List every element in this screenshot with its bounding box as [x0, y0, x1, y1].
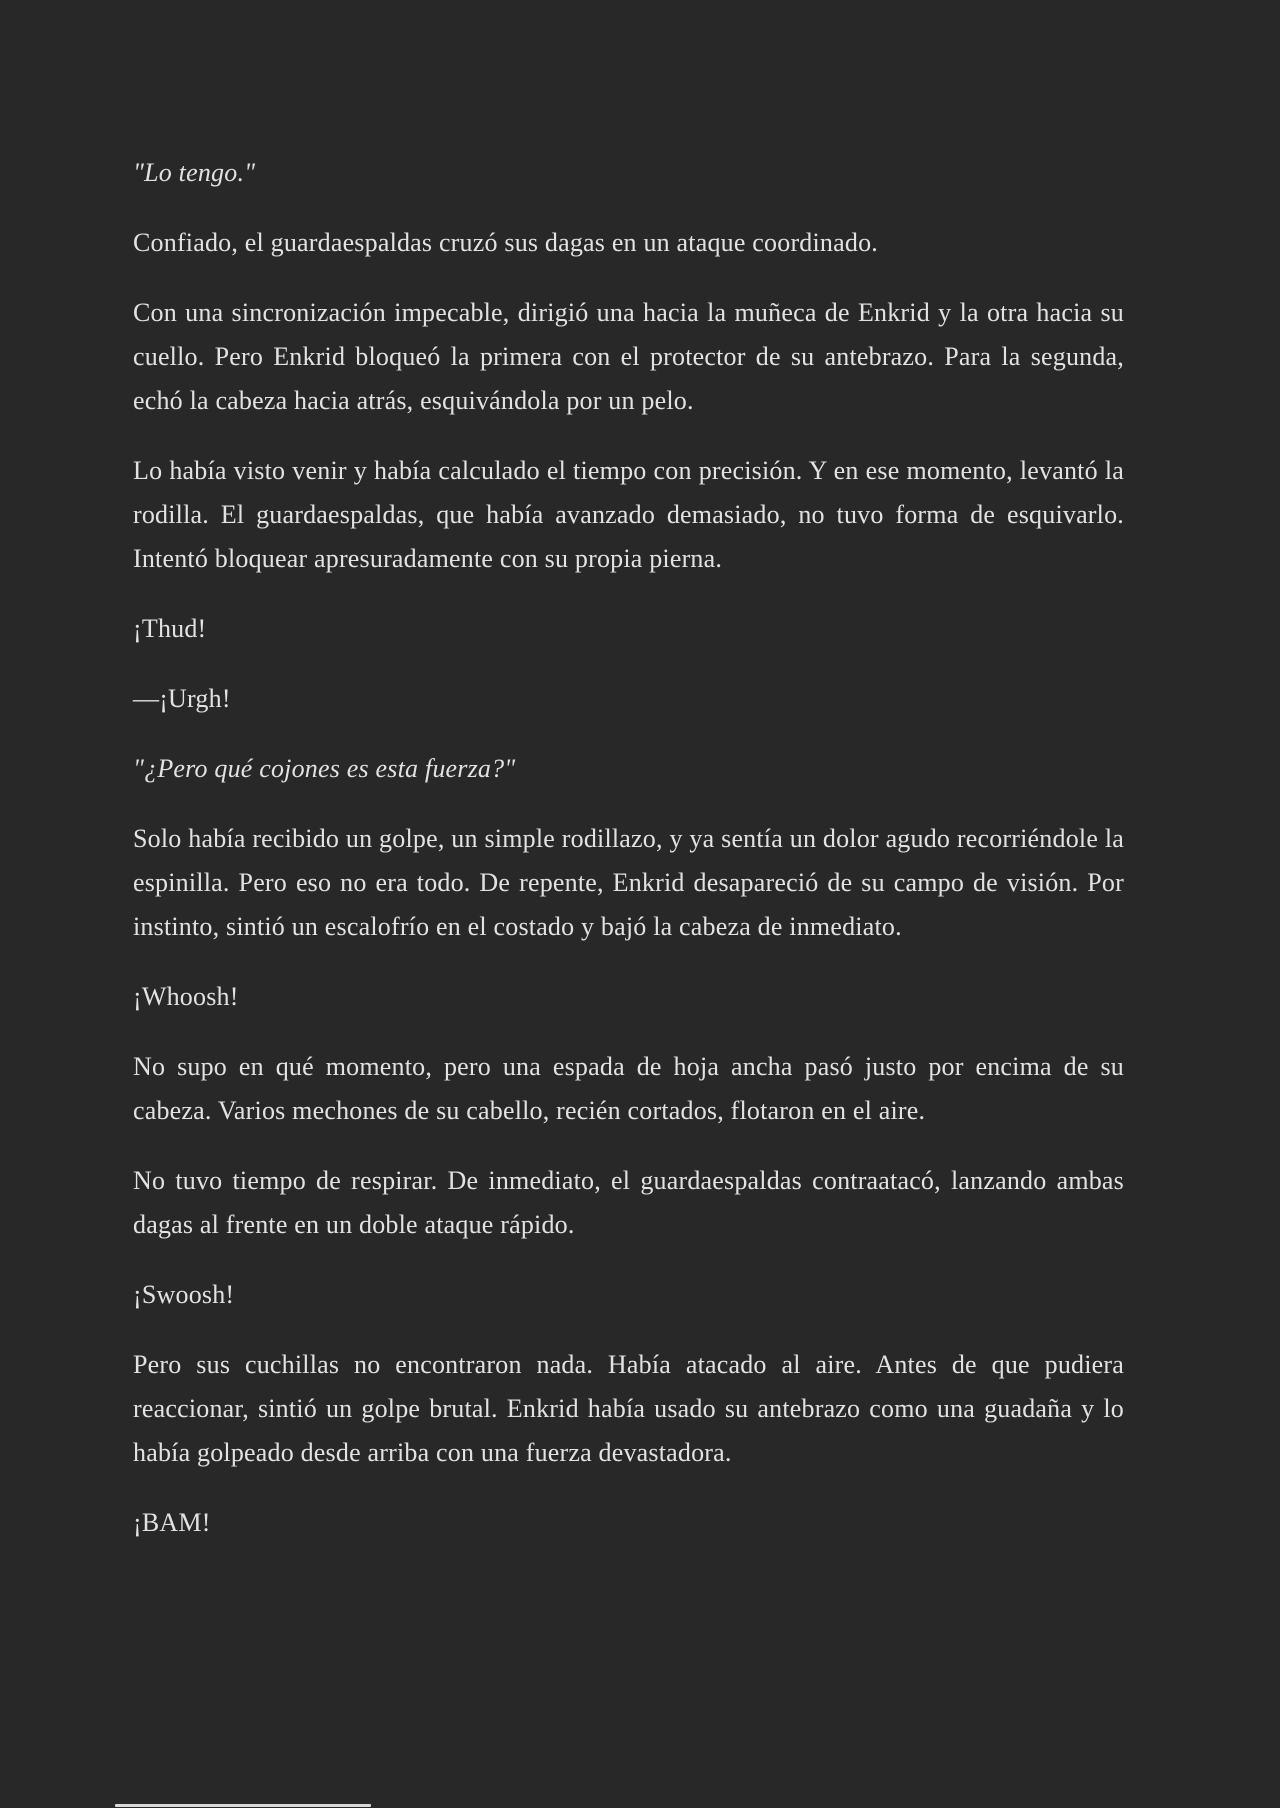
- paragraph: —¡Urgh!: [133, 684, 231, 713]
- paragraph: Solo había recibido un golpe, un simple rodillazo, y ya sentía un dolor agudo recorriéndole la espinilla. Pero eso no era todo. De repente, Enkrid desapareció de su campo de visión. Por instinto, sintió un escalofrío en el costado y bajó la cabeza de inmediato.: [133, 824, 1124, 941]
- chapter-text: [133, 0, 1124, 1571]
- paragraph: Confiado, el guardaespaldas cruzó sus dagas en un ataque coordinado.: [133, 228, 878, 257]
- paragraph: Con una sincronización impecable, dirigió una hacia la muñeca de Enkrid y la otra hacia su cuello. Pero Enkrid bloqueó la primera con el protector de su antebrazo. Para la segunda, echó la cabeza hacia atrás, esquivándola por un pelo.: [133, 298, 1124, 415]
- paragraph: Pero sus cuchillas no encontraron nada. Había atacado al aire. Antes de que pudiera reaccionar, sintió un golpe brutal. Enkrid había usado su antebrazo como una guadaña y lo había golpeado desde arriba con una fuerza devastadora.: [133, 1350, 1124, 1467]
- paragraph: Lo había visto venir y había calculado el tiempo con precisión. Y en ese momento, levantó la rodilla. El guardaespaldas, que había avanzado demasiado, no tuvo forma de esquivarlo. Intentó bloquear apresuradamente con su propia pierna.: [133, 456, 1124, 573]
- paragraph: ¡Thud!: [133, 614, 207, 643]
- paragraph: ¡Whoosh!: [133, 982, 239, 1011]
- paragraph: No supo en qué momento, pero una espada de hoja ancha pasó justo por encima de su cabeza. Varios mechones de su cabello, recién cortados, flotaron en el aire.: [133, 1052, 1124, 1125]
- progress-bar: [115, 1804, 371, 1807]
- paragraph: "¿Pero qué cojones es esta fuerza?": [133, 754, 516, 783]
- paragraph: ¡Swoosh!: [133, 1280, 235, 1309]
- paragraph: ¡BAM!: [133, 1508, 211, 1537]
- paragraph: "Lo tengo.": [133, 158, 256, 187]
- paragraph: No tuvo tiempo de respirar. De inmediato, el guardaespaldas contraatacó, lanzando ambas dagas al frente en un doble ataque rápido.: [133, 1166, 1124, 1239]
